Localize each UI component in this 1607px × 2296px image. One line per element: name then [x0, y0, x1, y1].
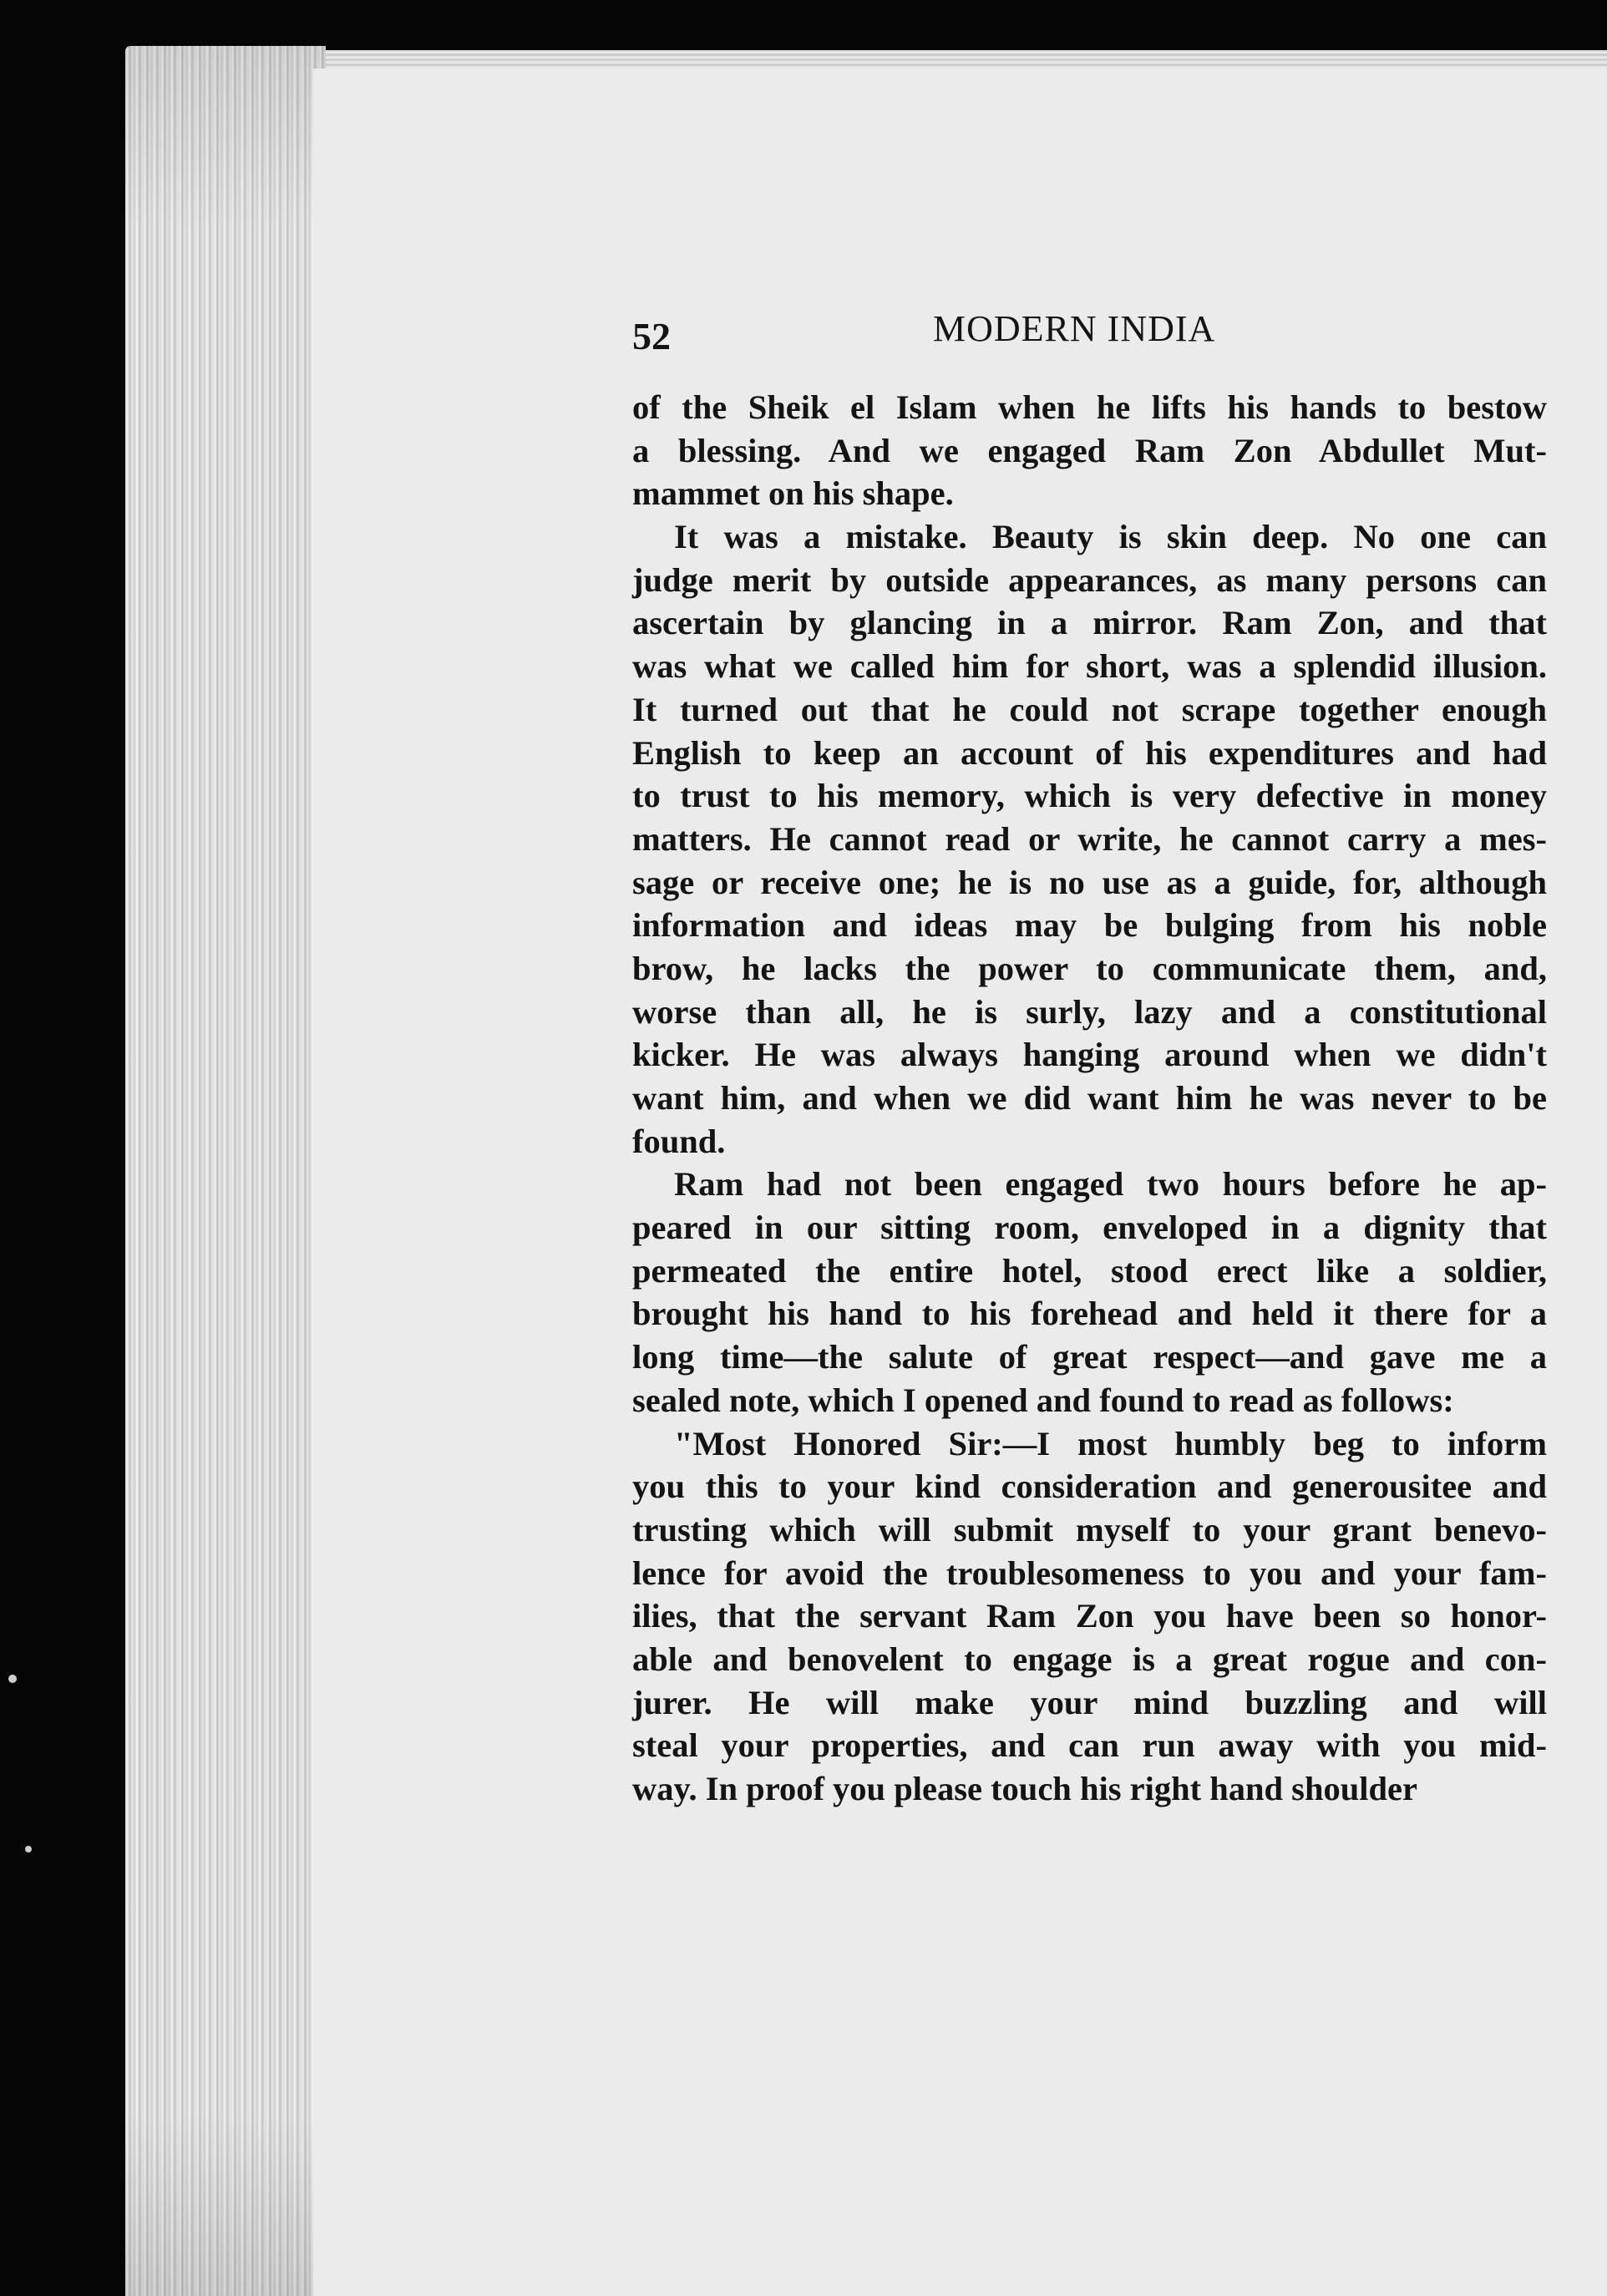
text-line: brought his hand to his forehead and held it there for a: [632, 1295, 1547, 1333]
text-line: was what we called him for short, was a splendid illusion.: [632, 647, 1547, 686]
text-line: worse than all, he is surly, lazy and a constitutional: [632, 992, 1547, 1031]
paragraph: [632, 515, 1547, 1163]
text-line: able and benovelent to engage is a great rogue and con-: [632, 1640, 1547, 1678]
text-line: ascertain by glancing in a mirror. Ram Zon, and that: [632, 604, 1547, 642]
text-line: Ram had not been engaged two hours before he ap-: [674, 1165, 1547, 1204]
text-line: to trust to his memory, which is very defective in money: [632, 777, 1547, 815]
scan-speck: [8, 1675, 17, 1683]
text-line: mammet on his shape.: [632, 474, 954, 513]
text-line: permeated the entire hotel, stood erect like a soldier,: [632, 1251, 1547, 1290]
text-line: way. In proof you please touch his right hand shoulder: [632, 1770, 1417, 1807]
text-line: steal your properties, and can run away with you mid-: [632, 1726, 1547, 1765]
text-line: kicker. He was always hanging around when we didn't: [632, 1036, 1547, 1074]
text-line: want him, and when we did want him he was never to be: [632, 1079, 1547, 1117]
text-line: you this to your kind consideration and generousitee and: [632, 1467, 1547, 1506]
scan-speck: [25, 1846, 32, 1853]
text-line: trusting which will submit myself to your grant benevo-: [632, 1510, 1547, 1548]
text-line: of the Sheik el Islam when he lifts his hands to bestow: [632, 388, 1547, 426]
running-head: MODERN INDIA: [933, 308, 1216, 349]
body-text: [632, 386, 1547, 1811]
text-line: "Most Honored Sir:—I most humbly beg to inform: [674, 1424, 1547, 1462]
text-line: It was a mistake. Beauty is skin deep. No one can: [674, 518, 1547, 556]
text-line: lence for avoid the troublesomeness to you and your fam-: [632, 1553, 1547, 1592]
text-line: sage or receive one; he is no use as a guide, for, although: [632, 863, 1547, 901]
page-header: [632, 307, 1543, 366]
text-line: sealed note, which I opened and found to read as follows:: [632, 1381, 1454, 1419]
page-stack-left-edge: [125, 46, 326, 2296]
paragraph: [632, 1163, 1547, 1422]
paragraph: [632, 1422, 1547, 1811]
text-line: long time—the salute of great respect—and gave me a: [632, 1338, 1547, 1376]
text-line: brow, he lacks the power to communicate them, and,: [632, 949, 1547, 987]
text-line: information and ideas may be bulging from his noble: [632, 906, 1547, 945]
text-line: It turned out that he could not scrape together enough: [632, 690, 1547, 728]
text-line: English to keep an account of his expenditures and had: [632, 733, 1547, 772]
text-line: ilies, that the servant Ram Zon you have been so honor-: [632, 1597, 1547, 1635]
text-line: jurer. He will make your mind buzzling and will: [632, 1683, 1547, 1721]
text-line: judge merit by outside appearances, as many persons can: [632, 560, 1547, 599]
text-line: a blessing. And we engaged Ram Zon Abdullet Mut-: [632, 431, 1547, 469]
text-line: matters. He cannot read or write, he cannot carry a mes-: [632, 819, 1547, 858]
page-number: 52: [632, 315, 671, 357]
text-line: found.: [632, 1122, 726, 1160]
text-line: peared in our sitting room, enveloped in a dignity that: [632, 1209, 1547, 1247]
paragraph: [632, 386, 1547, 515]
